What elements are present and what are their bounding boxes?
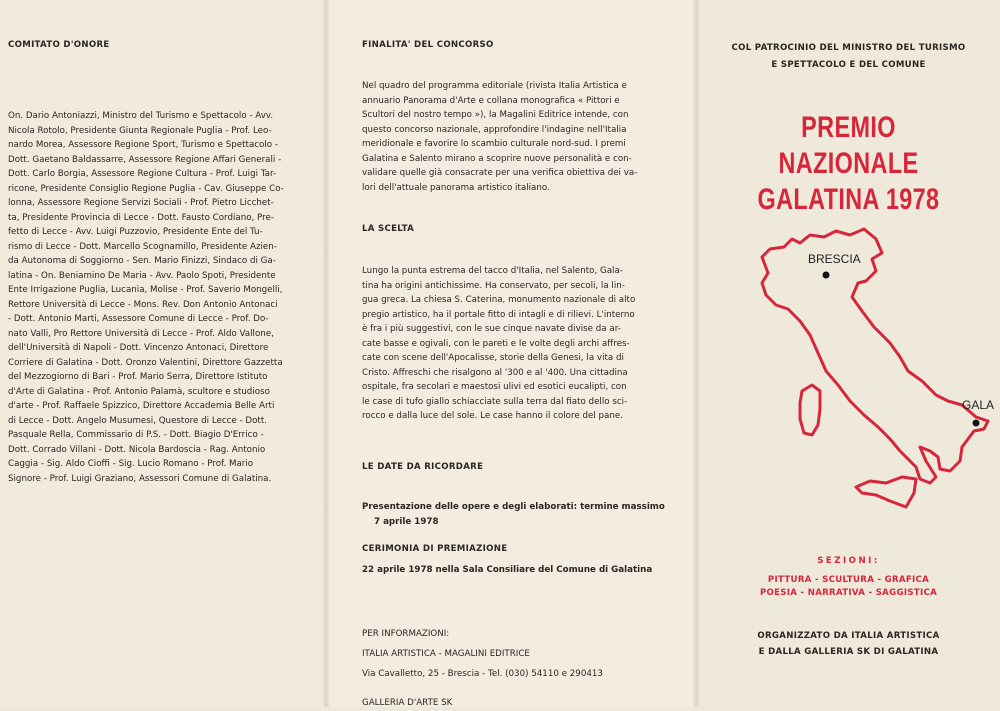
brescia-marker [823,272,830,279]
text-line: cate basse e ogivali, con le pareti e le volte degli archi affres- [362,338,630,349]
text-line: rocco e dalla luce del sole. Le case hanno il colore del pane. [362,411,623,421]
presentazione-text [362,500,665,529]
title-line: PREMIO NAZIONALE [778,111,919,180]
text-line: meridionale e favorire lo scambio culturale nord-sud. I premi [362,139,626,149]
text-line: Caggia - Sig. Aldo Cioffi - Sig. Lucio Romano - Prof. Mario [8,459,254,469]
text-line: questo concorso nazionale, approfondire l'indagine nell'Italia [362,124,627,135]
text-line: gua greca. La chiesa S. Caterina, monumento nazionale di alto [362,295,636,305]
text-line: lonna, Assessore Regione Servizi Sociali - Prof. Pietro Licchet- [8,198,274,208]
text-line: ITALIA ARTISTICA - MAGALINI EDITRICE [362,649,530,659]
text-line: - Dott. Antonio Marti, Assessore Comune di Lecce - Prof. Do- [8,314,269,324]
text-line: 22 aprile 1978 nella Sala Consiliare del Comune di Galatina [362,565,653,575]
text-line: le case di tufo giallo schiacciate sulla terra dal fiato dello sci- [362,396,628,407]
text-line: annuario Panorama d'Arte e collana monografica « Pittori e [362,95,620,106]
cerimonia-heading: CERIMONIA DI PREMIAZIONE [362,544,508,554]
scelta-heading: LA SCELTA [362,224,415,234]
text-line: GALLERIA D'ARTE SK [362,698,453,708]
text-line: fetto di Lecce - Avv. Luigi Puzzovio, Presidente Ente del Tu- [8,227,263,237]
text-line: dell'Università di Napoli - Dott. Vincenzo Antonaci, Direttore [8,343,269,353]
sezioni-list [697,574,1000,600]
text-line: Presentazione delle opere e degli elaborati: termine massimo [362,502,665,512]
text-line: Scultori del nostro tempo »), la Magalini Editrice intende, con [362,110,629,120]
text-line: Dott. Corrado Villani - Dott. Nicola Bardoscia - Rag. Antonio [8,444,266,455]
text-line: cate con scene dell'Apocalisse, storie della Genesi, la vita di [362,353,624,363]
text-line: è fra i più suggestivi, con le sue cinque navate divise da ar- [362,324,621,334]
cerimonia-text [362,563,652,578]
text-line: ta, Presidente Provincia di Lecce - Dott. Fausto Cordiano, Pre- [8,212,274,223]
text-line: di Lecce - Dott. Angelo Musumesi, Questore di Lecce - Dott. [8,415,267,426]
text-line: Cristo. Affreschi che risalgono al '300 e al '400. Una cittadina [362,367,628,378]
text-line: Signore - Prof. Luigi Graziano, Assessori Comune di Galatina. [8,473,272,484]
premio-title [730,110,966,218]
brescia-label: BRESCIA [808,252,861,266]
text-line: nardo Morea, Assessore Regione Sport, Turismo e Spettacolo - [8,140,278,150]
sezioni-heading: SEZIONI: [817,556,880,566]
text-line: Pasquale Rella, Commissario di P.S. - Dott. Biagio D'Errico - [8,430,264,440]
text-line: E DALLA GALLERIA SK DI GALATINA [758,647,939,657]
text-line: Nicola Rotolo, Presidente Giunta Regionale Puglia - Prof. Leo- [8,125,272,136]
comitato-heading: COMITATO D'ONORE [8,40,110,50]
text-line: On. Dario Antoniazzi, Ministro del Turismo e Spettacolo - Avv. [8,111,274,121]
text-line: lori dell'attuale panorama artistico italiano. [362,182,550,193]
text-line: Galatina e Salento mirano a scoprire nuove personalità e con- [362,153,632,164]
text-line: nato Valli, Pro Rettore Università di Lecce - Prof. Aldo Vallone, [8,328,274,339]
italy-outline [762,229,988,483]
sicily-outline [856,477,916,507]
galatina-marker [973,420,980,427]
date-heading: LE DATE DA RICORDARE [362,462,484,472]
finalita-heading: FINALITA' DEL CONCORSO [362,40,494,50]
text-line: Rettore Università di Lecce - Mons. Rev. Don Antonio Antonaci [8,299,278,310]
title-line: GALATINA 1978 [757,183,940,216]
fold-crease [692,0,700,707]
text-line: POESIA - NARRATIVA - SAGGISTICA [759,588,938,598]
text-line: Via Cavalletto, 25 - Brescia - Tel. (030) 54110 e 290413 [362,669,603,679]
patrocinio-text [697,40,1000,74]
info-text [362,624,603,684]
text-line: E SPETTACOLO E DEL COMUNE [771,60,926,70]
text-line: Nel quadro del programma editoriale (rivista Italia Artistica e [362,81,627,91]
text-line: ricone, Presidente Consiglio Regione Puglia - Cav. Giuseppe Co- [8,183,284,194]
text-line: Dott. Gaetano Baldassarre, Assessore Regione Affari Generali - [8,154,282,165]
text-line: 7 aprile 1978 [374,516,439,527]
text-line: PITTURA - SCULTURA - GRAFICA [767,575,930,585]
sardinia-outline [800,385,820,435]
left-panel [0,0,327,707]
text-line: d'Arte di Galatina - Prof. Antonio Palamà, scultore e studioso [8,386,270,397]
text-line: PER INFORMAZIONI: [362,629,450,639]
fold-crease [322,0,330,707]
scelta-text [362,264,635,424]
text-line: rismo di Lecce - Dott. Marcello Scognamillo, Presidente Azien- [8,241,277,252]
text-line: Dott. Carlo Borgia, Assessore Regione Cultura - Prof. Luigi Tar- [8,169,277,179]
text-line: tina ha origini antichissime. Ha conservato, per secoli, la lin- [362,280,625,291]
organizzato-text [697,628,1000,660]
text-line: Corriere di Galatina - Dott. Oronzo Valentini, Direttore Gazzetta [8,357,283,368]
text-line: d'arte - Prof. Raffaele Spizzico, Direttore Accademia Belle Arti [8,401,275,411]
text-line: pregio artistico, ha il portale fitto di intagli e di rilievi. L'interno [362,309,635,320]
text-line: del Mezzogiorno di Bari - Prof. Mario Serra, Direttore Istituto [8,372,268,382]
galleria-text [362,696,452,711]
text-line: ospitale, fra secolari e maestosi ulivi ed esotici eucalipti, con [362,382,627,392]
text-line: Lungo la punta estrema del tacco d'Italia, nel Salento, Gala- [362,266,623,276]
text-line: ORGANIZZATO DA ITALIA ARTISTICA [757,631,940,641]
comitato-text [8,109,284,486]
text-line: Ente Irrigazione Puglia, Lucania, Molise - Prof. Saverio Mongelli, [8,285,283,295]
galatina-label: GALA [962,398,995,412]
italy-map [740,225,1000,525]
finalita-text [362,79,637,195]
text-line: validare quelle già consacrate per una verifica obiettiva dei va- [362,168,638,178]
text-line: COL PATROCINIO DEL MINISTRO DEL TURISMO [731,43,966,53]
text-line: da Autonoma di Soggiorno - Sen. Mario Finizzi, Sindaco di Ga- [8,256,276,266]
text-line: latina - On. Beniamino De Maria - Avv. Paolo Spoti, Presidente [8,270,276,281]
